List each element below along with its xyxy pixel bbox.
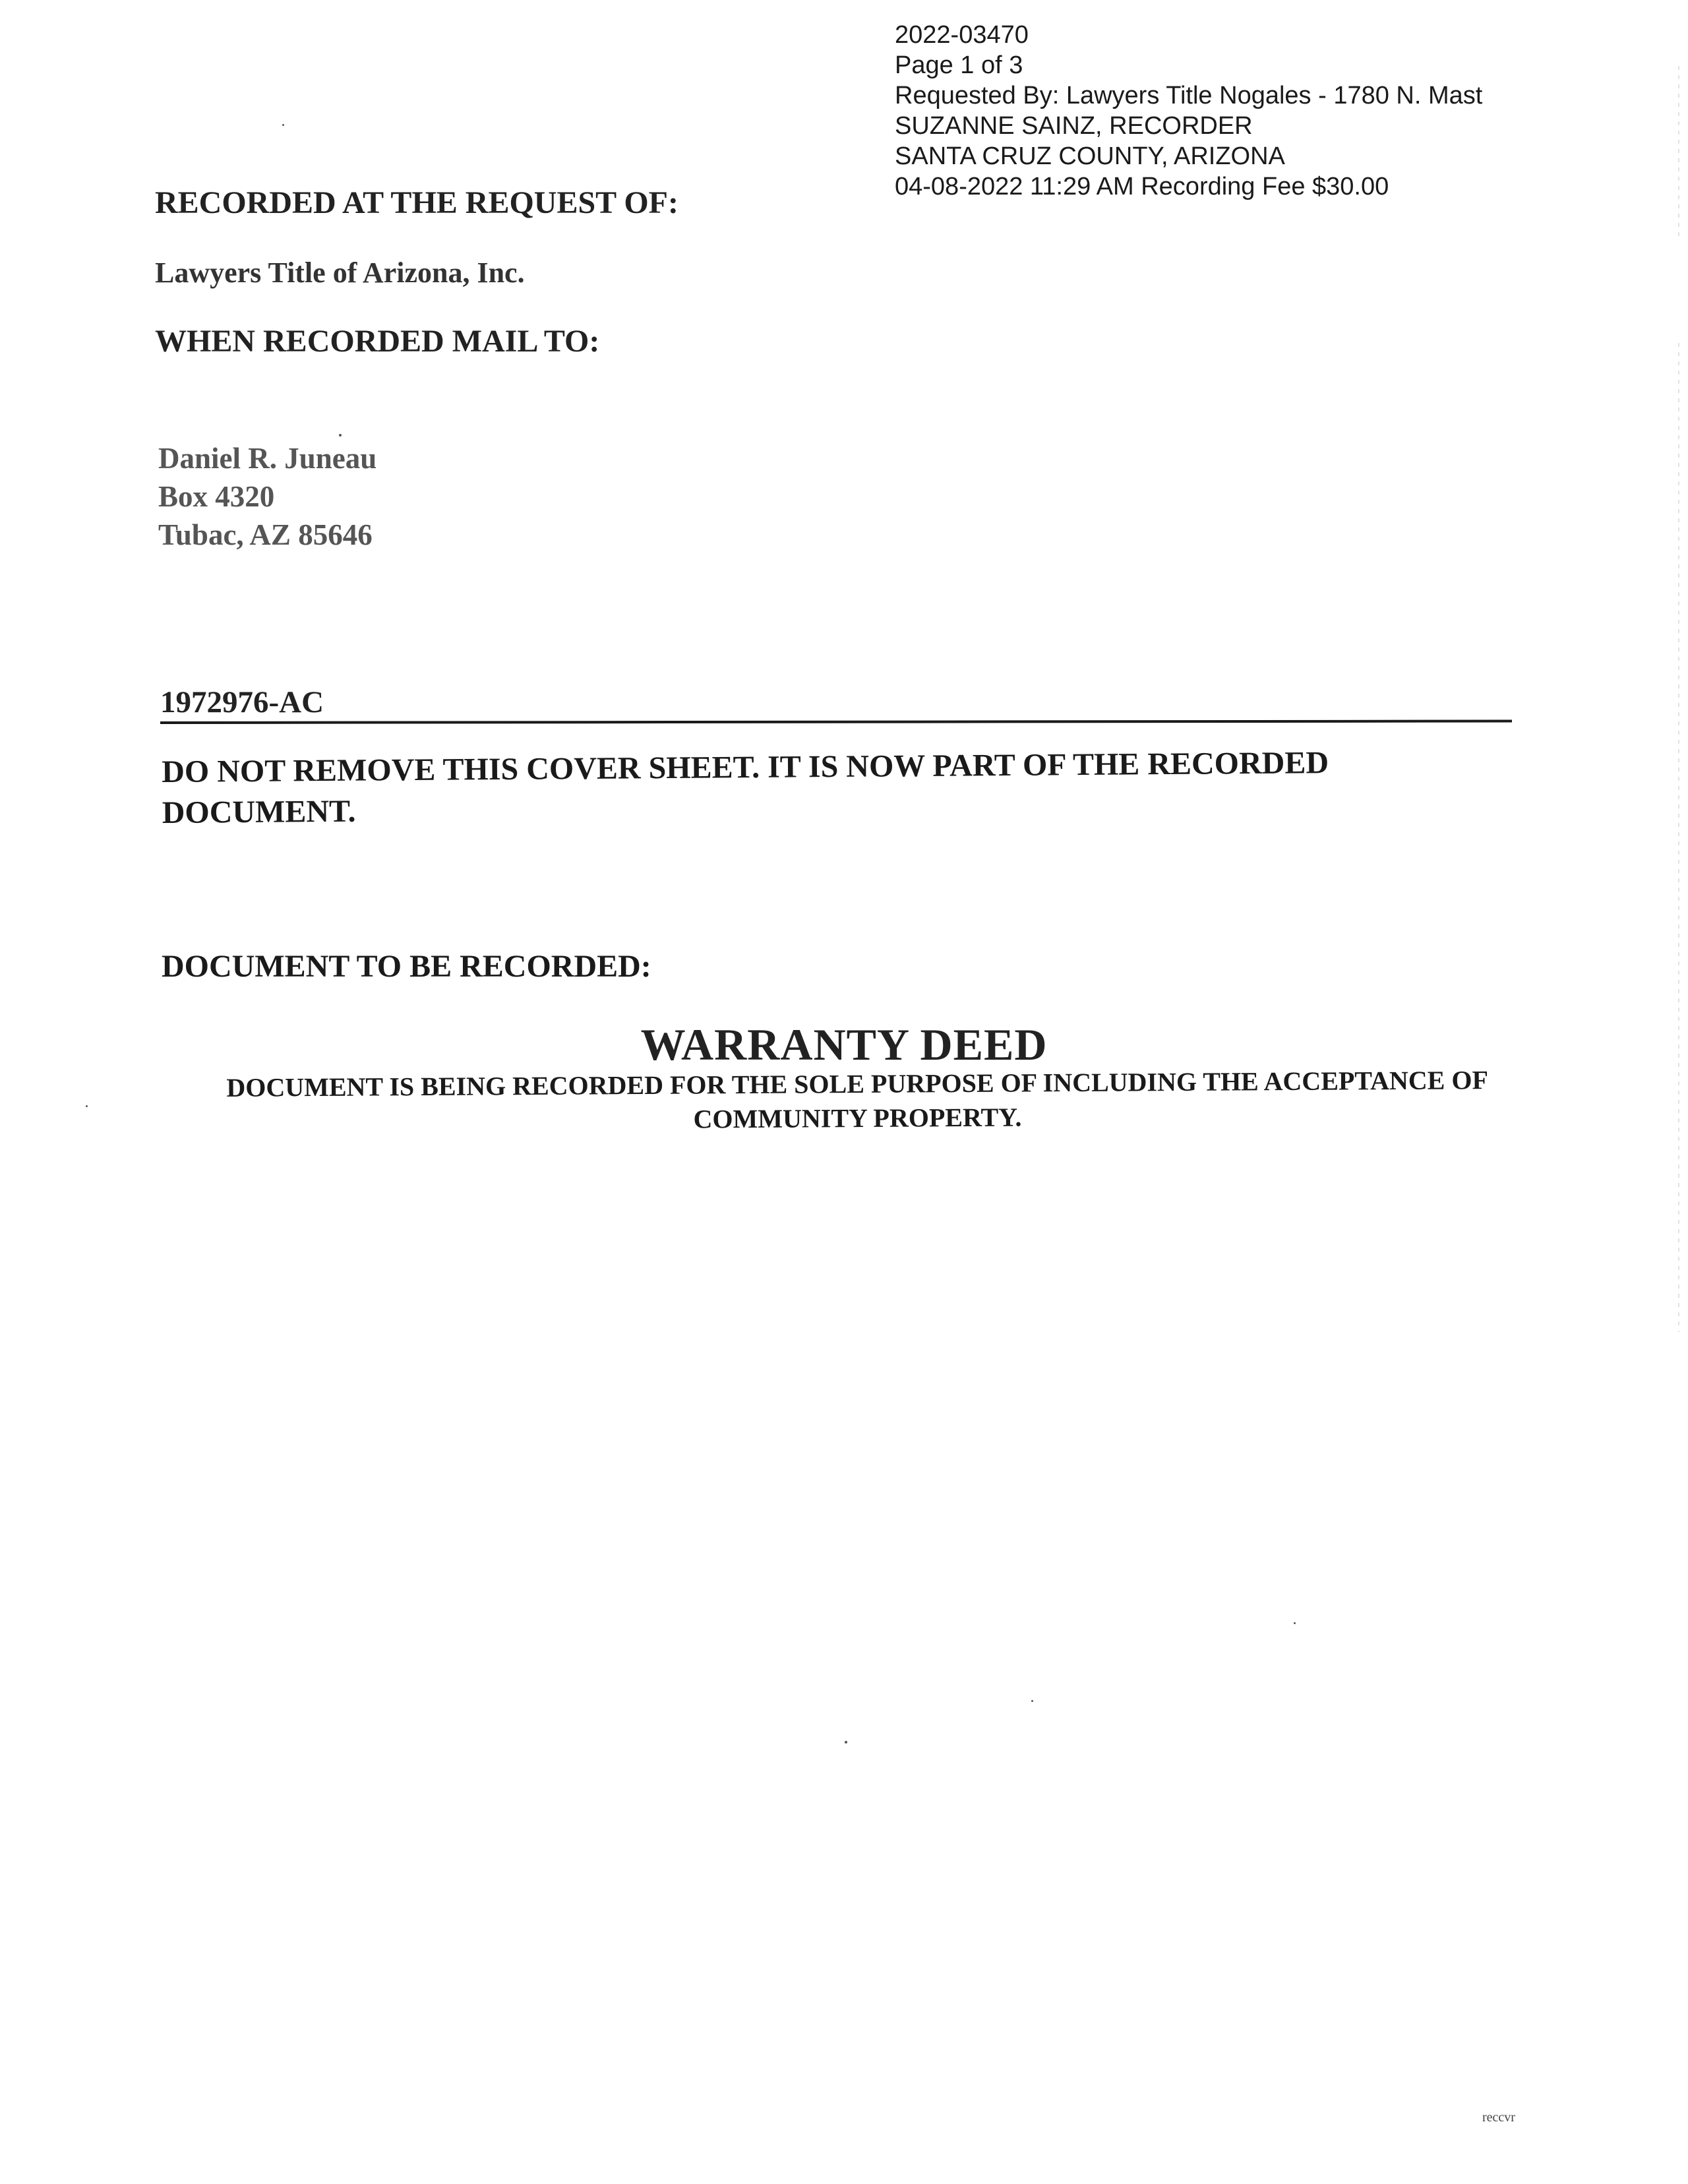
recipient-name: Daniel R. Juneau [158,442,377,475]
document-number: 2022-03470 [895,21,1029,49]
scan-edge-artifact [1678,343,1679,1332]
document-note: DOCUMENT IS BEING RECORDED FOR THE SOLE PURPOSE OF INCLUDING THE ACCEPTANCE OF COMMUNITY PROPERTY. [226,1065,1489,1134]
scan-speck [339,434,342,437]
page-info: Page 1 of 3 [895,51,1023,79]
recorded-at: 04-08-2022 11:29 AM Recording Fee $30.00 [895,173,1389,200]
address-line-2: Tubac, AZ 85646 [158,518,373,551]
form-code: reccvr [1482,2110,1515,2125]
address-line-1: Box 4320 [158,480,275,513]
order-underline [160,719,1512,724]
scan-speck [282,124,284,126]
scan-speck [86,1105,88,1107]
scan-edge-artifact [1678,66,1679,237]
mail-to-label: WHEN RECORDED MAIL TO: [155,324,600,359]
document-label: DOCUMENT TO BE RECORDED: [162,949,651,984]
scan-speck [1294,1622,1296,1624]
scan-speck [1031,1700,1033,1702]
document-title: WARRANTY DEED [640,1019,1048,1070]
county-name: SANTA CRUZ COUNTY, ARIZONA [895,142,1285,170]
request-label: RECORDED AT THE REQUEST OF: [155,185,678,220]
scan-speck [845,1741,847,1744]
requested-by: Requested By: Lawyers Title Nogales - 1780 N. Mast [895,82,1483,109]
cover-sheet-warning: DO NOT REMOVE THIS COVER SHEET. IT IS NOW PART OF THE RECORDED DOCUMENT. [162,745,1329,830]
order-number-row [160,684,1512,727]
mail-to-address [158,439,377,554]
recorder-name: SUZANNE SAINZ, RECORDER [895,112,1253,140]
recording-stamp [895,20,1482,202]
order-number: 1972976-AC [160,685,324,719]
requesting-company: Lawyers Title of Arizona, Inc. [155,257,525,289]
